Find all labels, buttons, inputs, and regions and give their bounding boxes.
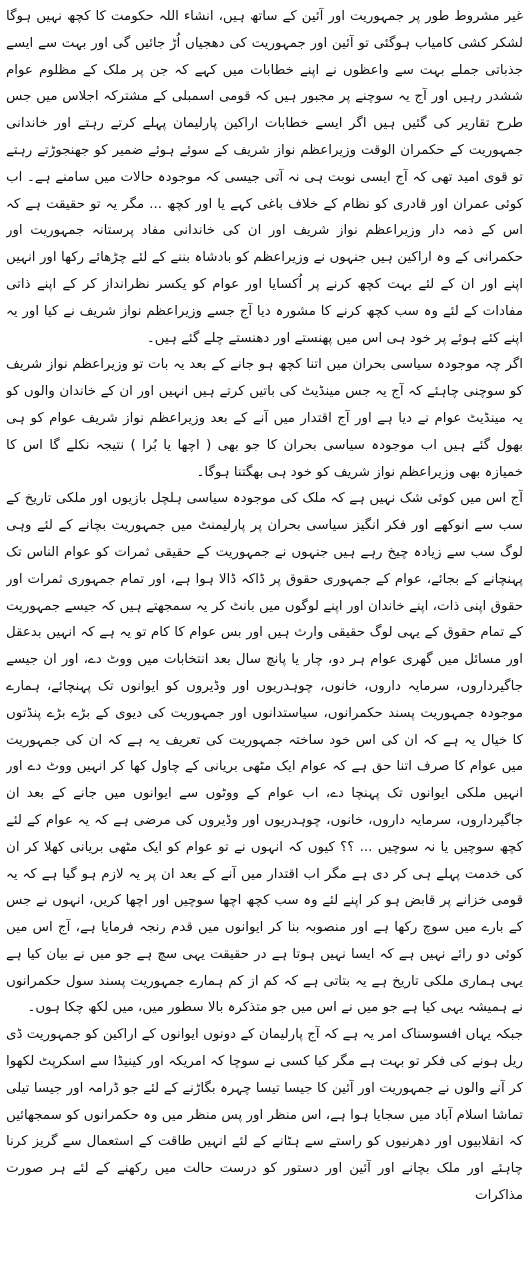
article-page [6, 4, 523, 1254]
article-paragraph: جبکہ یہاں افسوسناک امر یہ ہے کہ آج پارلیمان کے دونوں ایوانوں کے اراکین کو جمہوریت ڈی ریل ہونے کی فکر تو بہت ہے مگر کیا کسی نے سوچا کہ امریکہ اور کینیڈا سے اسکرپٹ لکھوا کر آنے والوں نے جمہوریت اور آئین کا جیسا تیسا چہرہ بگاڑنے کے لئے جو ڈرامہ اور جیسا تیلی تماشا اسلام آباد میں سجایا ہوا ہے، اس منظر اور پس منظر میں وہ حکمرانوں کو سمجھائیں کہ انقلابیوں اور دھرنیوں کو راستے سے ہٹانے کے لئے انہیں طاقت کے استعمال سے گریز کرنا چاہئے اور ملک بچانے اور آئین اور دستور کو درست حالت میں رکھنے کے لئے ہر صورت مذاکرات [6, 1027, 523, 1204]
article-paragraph: اگر چہ موجودہ سیاسی بحران میں اتنا کچھ ہو جانے کے بعد یہ بات تو وزیراعظم نواز شریف کو سوچنی چاہئے کہ آج یہ جس مینڈیٹ کی باتیں کرتے ہیں انہیں اور ان کے خاندان والوں کو یہ مینڈیٹ عوام نے دیا ہے اور آج اقتدار میں آنے کے بعد وزیراعظم نواز شریف عوام کو ہی بھول گئے ہیں اب موجودہ سیاسی بحران کا جو بھی ( اچھا یا بُرا ) نتیجہ نکلے گا اس کا خمیازہ بھی وزیراعظم نواز شریف کو خود ہی بھگتنا ہوگا۔ [6, 357, 523, 480]
article-paragraph: آج اس میں کوئی شک نہیں ہے کہ ملک کی موجودہ سیاسی ہلچل بازیوں اور ملکی تاریخ کے سب سے انوکھے اور فکر انگیز سیاسی بحران پر پارلیمنٹ میں جمہوریت بچانے کے لئے وہی لوگ سب سے زیادہ چیخ رہے ہیں جنہوں نے جمہوریت کے حقیقی ثمرات کو عوام الناس تک پہنچانے کے بجائے، عوام کے جمہوری حقوق پر ڈاکہ ڈالا ہوا ہے، اور تمام جمہوری ثمرات اور حقوق اپنی ذات، اپنے خاندان اور اپنے لوگوں میں بانٹ کر یہ سمجھتے ہیں کہ جیسے جمہوریت کے تمام حقوق کے یہی لوگ حقیقی وارث ہیں اور بس عوام کا کام تو یہ ہے کہ انہیں بدعقل اور مسائل میں گھری عوام ہر دو، چار یا پانچ سال بعد انتخابات میں ووٹ دے، اور ان جیسے جاگیرداروں، سرمایہ داروں، خانوں، چوہدریوں اور وڈیروں کو ایوانوں تک پہنچائے، ہمارے موجودہ جمہوریت پسند حکمرانوں، سیاستدانوں اور جمہوریت کی دیوی کے بڑے بڑے پنڈتوں کا خیال یہ ہے کہ ان کی اس خود ساختہ جمہوریت کی تعریف یہ ہے کہ ان کی جمہوریت میں عوام کا صرف اتنا حق ہے کہ عوام ایک مٹھی بریانی کے چاول کھا کر انہیں ووٹ دے اور انہیں ملکی ایوانوں تک پہنچا دے، اب عوام کے ووٹوں سے ایوانوں میں جانے کے بعد ان جاگیرداروں، سرمایہ داروں، خانوں، چوہدریوں اور وڈیروں کی مرضی ہے کہ یہ عوام کے لئے کچھ سوچیں یا نہ سوچیں ... ؟؟ کیوں کہ انہوں نے تو عوام کو ایک مٹھی بریانی کھلا کر ان کی خدمت پہلے ہی کر دی ہے مگر اب اقتدار میں آنے کے بعد ان پر یہ لازم ہو گیا ہے کہ یہ قومی خزانے پر قابض ہو کر اپنے لئے وہ سب کچھ اچھا سوچیں اور اچھا کریں، انہوں نے جس کے بارے میں سوچ رکھا ہے اور منصوبہ بنا کر ایوانوں میں قدم رنجہ فرمایا ہے، آج اس میں کوئی دو رائے نہیں ہے کہ ایسا نہیں ہوتا ہے در حقیقت یہی سچ ہے جو میں نے بیان کیا ہے یہی ہماری ملکی تاریخ ہے یہ بتاتی ہے کہ کم از کم ہمارے جمہوریت پسند سول حکمرانوں نے ہمیشہ یہی کیا ہے جو میں نے اس میں جو متذکرہ بالا سطور میں، میں لکھ چکا ہوں۔ [6, 491, 523, 1016]
article-paragraph: غیر مشروط طور پر جمہوریت اور آئین کے ساتھ ہیں، انشاء اللہ حکومت کا کچھ نہیں ہوگا لشکر کشی کامیاب ہوگئی تو آئین اور جمہوریت کی دھجیاں اُڑ جائیں گی اور بہت سے ایسے جذباتی جملے بہت سے واعظوں نے اپنے خطابات میں کہے کہ جن پر ملک کے مظلوم عوام ششدر رہیں اور آج یہ سوچنے پر مجبور ہیں کہ قومی اسمبلی کے مشترکہ اجلاس میں جس طرح تقاریر کی گئیں ہیں اگر ایسے خطابات اراکین پارلیمان پہلے کرتے رہتے اور خاندانی جمہوریت کے حکمران الوقت وزیراعظم نواز شریف کے سوئے ہوئے ضمیر کو جھنجوڑتے رہتے تو قوی امید تھی کہ آج ایسی نوبت ہی نہ آتی جیسی کہ موجودہ حالات میں سامنے ہے۔ اب کوئی عمران اور قادری کو نظام کے خلاف باغی کہے یا اور کچھ ... مگر یہ تو حقیقت ہے کہ اس کے ذمہ دار وزیراعظم نواز شریف اور ان کی خاندانی مفاد پرستانہ جمہوریت اور حکمرانی کے وہ اراکین ہیں جنہوں نے وزیراعظم کو بادشاہ بننے کے لئے چڑھائے رکھا اور انہیں اپنے اور ان کے لئے بہت کچھ کرنے پر اُکسایا اور عوام کو یکسر نظرانداز کر کے اپنے ذاتی مفادات کے لئے وہ سب کچھ کرنے کا مشورہ دیا آج جسے وزیراعظم نواز شریف نے کیا اور یہ اپنے کئے ہوئے پر خود ہی اس میں پھنستے اور دھنستے چلے گئے ہیں۔ [6, 9, 523, 346]
